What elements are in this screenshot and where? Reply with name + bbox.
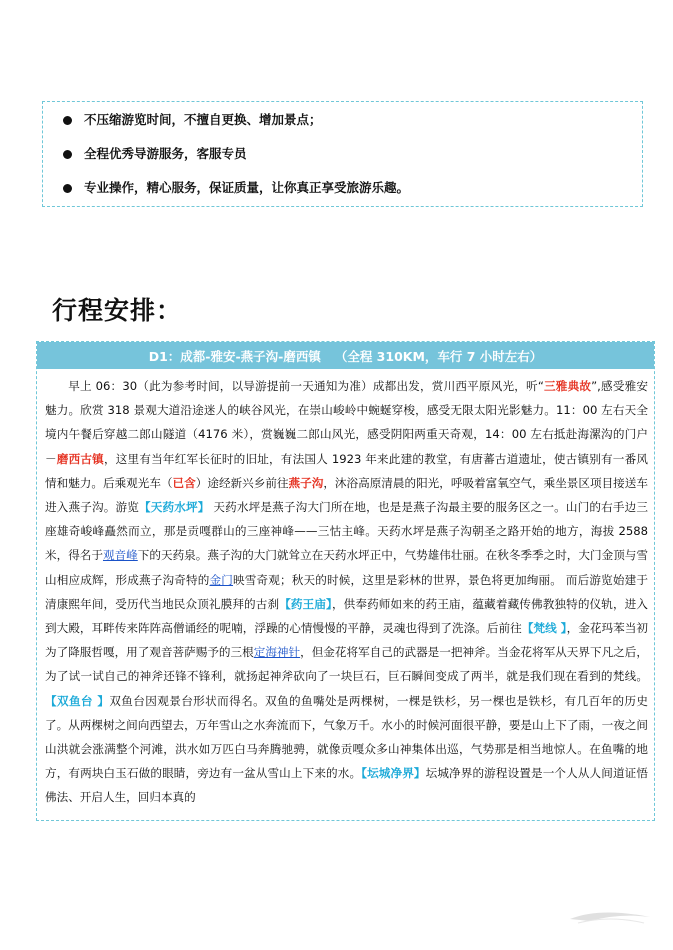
highlight-blue-9: 【天药水坪】 [139,500,210,515]
highlight-blue-17: 【梵线 】 [521,621,567,636]
day-1-distance: （全程 310KM，车行 7 小时左右） [334,348,543,364]
highlight-red-5: 已含 [172,475,196,490]
section-title: 行程安排： [52,296,183,325]
promo-item-text: 全程优秀导游服务，客服专员 [84,146,247,161]
bullet-icon [63,150,72,159]
promo-item-3 [63,180,409,196]
watermark-logo [560,905,660,937]
promo-item-1 [63,112,322,128]
highlight-ul-11[interactable]: 观音峰 [102,548,138,563]
day-1-description: 早上 06：30（此为参考时间，以导游提前一天通知为准）成都出发，赏川西平原风光，听“三雅典故”,感受雅安魅力。欣赏 318 景观大道沿途迷人的峡谷风光，在崇山峻岭中蜿蜒穿梭，感受无限太阳光影魅力。11：00 左右天全境内午餐后穿越二郎山隧道（4176 米），赏巍巍二郎山风光，感受阴阳两重天奇观，14：00 左右抵赴海漯沟的门户－磨西古镇，这里有当年红军长征时的旧址，有法国人 1923 年来此建的教堂，有唐蕃古道遗址，使古镇别有一番风情和魅力。后乘观光车（已含）途经新兴乡前往燕子沟，沐浴高原清晨的阳光，呼吸着富氧空气，乘坐景区项目接送车进入燕子沟。游览【天药水坪】 天药水坪是燕子沟大门所在地，也是是燕子沟最主要的服务区之一。山门的右手边三座雄奇峻峰矗然而立，那是贡嘎群山的三座神峰——三怙主峰。天药水坪是燕子沟朝圣之路开始的地方，海拔 2588 米，得名于观音峰下的天药泉。燕子沟的大门就耸立在天药水坪正中，气势雄伟壮丽。在秋冬季季之时，大门金顶与雪山相应成辉，形成燕子沟奇特的金门映雪奇观；秋天的时候，这里是彩林的世界，景色将更加绚丽。 而后游览始建于清康熙年间，受历代当地民众顶礼膜拜的古刹【药王庙】，供奉药师如来的药王庙，蕴藏着藏传佛教独特的仪轨，进入到大殿，耳畔传来阵阵高僧诵经的呢喃，浮躁的心情慢慢的平静，灵魂也得到了洗涤。后前往【梵线 】，金花玛苯当初为了降服哲嘎，用了观音菩萨赐予的三根定海神针，但金花将军自己的武器是一把神斧。当金花将军从天界下凡之后，为了试一试自己的神斧还锋不锋利，就扬起神斧砍向了一块巨石，巨石瞬间变成了两半，就是我们现在看到的梵线。【双鱼台 】双鱼台因观景台形状而得名。双鱼的鱼嘴处是两棵树，一棵是铁杉，另一棵也是铁杉，有几百年的历史了。从两棵树之间向西望去，万年雪山之水奔流而下，气象万千。水小的时候河面很平静，要是山上下了雨，一夜之间山洪就会涨满整个河滩，洪水如万匹白马奔腾驰骋，就像贡嘎众多山神集体出巡，气势那是相当地惊人。在鱼嘴的地方，有两块白玉石做的眼睛，旁边有一盆从雪山上下来的水。【坛城净界】坛城净界的游程设置是一个人从人间道证悟佛法、开启人生，回归本真的 [45,379,648,805]
highlight-red-7: 燕子沟 [288,475,324,490]
highlight-blue-21: 【双鱼台 】 [45,693,110,708]
highlight-blue-15: 【药王庙】 [279,596,332,611]
highlight-ul-13[interactable]: 金门 [209,572,234,587]
promo-item-2 [63,146,247,162]
highlight-red-1: 三雅典故 [543,379,592,393]
bullet-icon [63,116,72,125]
promo-item-text: 专业操作，精心服务，保证质量，让你真正享受旅游乐趣。 [84,180,410,195]
day-1-box [36,341,655,821]
promo-item-text: 不压缩游览时间，不擅自更换、增加景点； [84,112,322,127]
highlight-red-3: 磨西古镇 [56,451,104,466]
day-1-route: D1：成都-雅安-燕子沟-磨西镇 [148,348,321,364]
promo-box [42,101,643,207]
highlight-ul-19[interactable]: 定海神针 [253,645,301,660]
bullet-icon [63,184,72,193]
day-1-header [37,342,654,369]
highlight-blue-23: 【坛城净界】 [361,766,426,781]
